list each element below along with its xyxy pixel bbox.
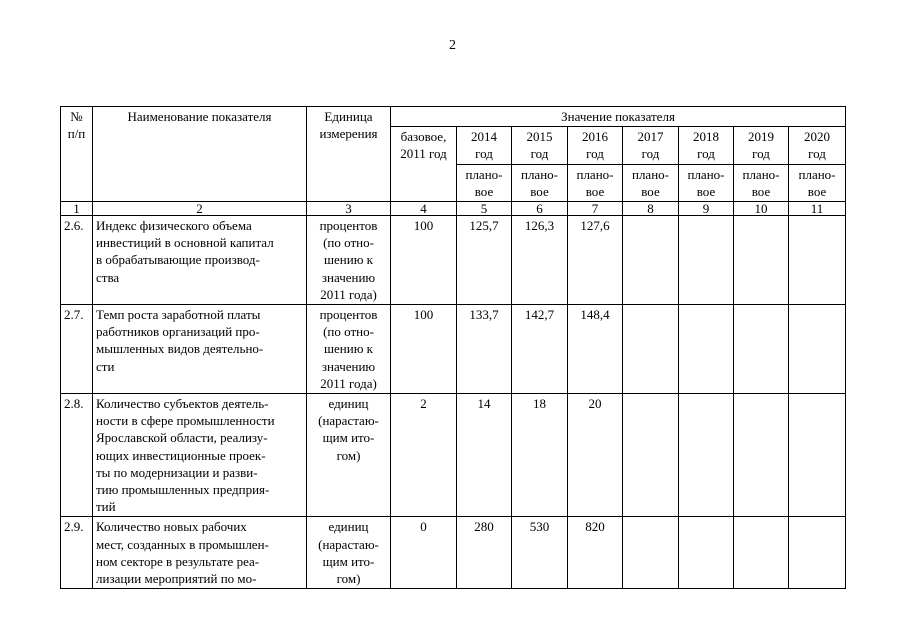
row-value: 142,7 — [512, 305, 568, 394]
row-value: 280 — [457, 517, 512, 589]
column-number: 2 — [93, 202, 307, 216]
header-year-2016: 2016 год — [568, 127, 623, 164]
column-number: 1 — [61, 202, 93, 216]
row-value — [789, 517, 846, 589]
column-number: 8 — [623, 202, 679, 216]
row-value: 18 — [512, 394, 568, 517]
header-year-2019: 2019 год — [734, 127, 789, 164]
row-value — [623, 305, 679, 394]
header-num: № п/п — [61, 107, 93, 202]
row-value: 0 — [391, 517, 457, 589]
row-value — [734, 216, 789, 305]
row-value: 100 — [391, 216, 457, 305]
header-value-group: Значение показателя — [391, 107, 846, 127]
row-num: 2.6. — [61, 216, 93, 305]
header-sub-2020: плано- вое — [789, 164, 846, 201]
header-sub-2014: плано- вое — [457, 164, 512, 201]
row-value — [734, 394, 789, 517]
row-value: 100 — [391, 305, 457, 394]
indicators-table — [60, 106, 846, 589]
column-number: 4 — [391, 202, 457, 216]
row-value — [679, 216, 734, 305]
row-value — [734, 305, 789, 394]
header-sub-2015: плано- вое — [512, 164, 568, 201]
row-value — [679, 517, 734, 589]
header-name: Наименование показателя — [93, 107, 307, 202]
row-value — [789, 305, 846, 394]
table-row — [61, 394, 846, 517]
page-number: 2 — [449, 38, 456, 53]
column-number: 10 — [734, 202, 789, 216]
column-numbers-row — [61, 202, 846, 216]
row-value — [679, 305, 734, 394]
header-year-2020: 2020 год — [789, 127, 846, 164]
header-sub-2019: плано- вое — [734, 164, 789, 201]
row-value — [789, 394, 846, 517]
column-number: 9 — [679, 202, 734, 216]
row-name: Количество субъектов деятель- ности в сфере промышленности Ярославской области, реализу- ющих инвестиционные проек- ты по модернизации и разви- тию промышленных предприя- тий — [93, 394, 307, 517]
row-value: 20 — [568, 394, 623, 517]
header-year-2018: 2018 год — [679, 127, 734, 164]
row-unit: процентов (по отно- шению к значению 2011 года) — [307, 305, 391, 394]
row-num: 2.7. — [61, 305, 93, 394]
row-name: Количество новых рабочих мест, созданных в промышлен- ном секторе в результате реа- лизации мероприятий по мо- — [93, 517, 307, 589]
header-base-year: базовое, 2011 год — [391, 127, 457, 202]
row-value: 2 — [391, 394, 457, 517]
row-num: 2.9. — [61, 517, 93, 589]
table-row — [61, 216, 846, 305]
table-row — [61, 517, 846, 589]
row-value — [623, 517, 679, 589]
column-number: 7 — [568, 202, 623, 216]
row-value — [734, 517, 789, 589]
row-value: 820 — [568, 517, 623, 589]
row-value: 14 — [457, 394, 512, 517]
column-number: 6 — [512, 202, 568, 216]
row-value — [623, 216, 679, 305]
header-year-2015: 2015 год — [512, 127, 568, 164]
header-sub-2016: плано- вое — [568, 164, 623, 201]
row-name: Темп роста заработной платы работников организаций про- мышленных видов деятельно- сти — [93, 305, 307, 394]
row-value — [789, 216, 846, 305]
header-unit: Единица измерения — [307, 107, 391, 202]
row-value: 127,6 — [568, 216, 623, 305]
header-year-2014: 2014 год — [457, 127, 512, 164]
row-unit: единиц (нарастаю- щим ито- гом) — [307, 394, 391, 517]
column-number: 5 — [457, 202, 512, 216]
row-value: 126,3 — [512, 216, 568, 305]
row-value: 133,7 — [457, 305, 512, 394]
table-row — [61, 305, 846, 394]
row-value: 148,4 — [568, 305, 623, 394]
header-sub-2017: плано- вое — [623, 164, 679, 201]
row-value: 530 — [512, 517, 568, 589]
row-value: 125,7 — [457, 216, 512, 305]
row-value — [679, 394, 734, 517]
row-value — [623, 394, 679, 517]
row-name: Индекс физического объема инвестиций в основной капитал в обрабатывающие производ- ства — [93, 216, 307, 305]
header-year-2017: 2017 год — [623, 127, 679, 164]
column-number: 3 — [307, 202, 391, 216]
column-number: 11 — [789, 202, 846, 216]
row-unit: единиц (нарастаю- щим ито- гом) — [307, 517, 391, 589]
header-sub-2018: плано- вое — [679, 164, 734, 201]
header-row-1 — [61, 107, 846, 127]
row-num: 2.8. — [61, 394, 93, 517]
row-unit: процентов (по отно- шению к значению 2011 года) — [307, 216, 391, 305]
